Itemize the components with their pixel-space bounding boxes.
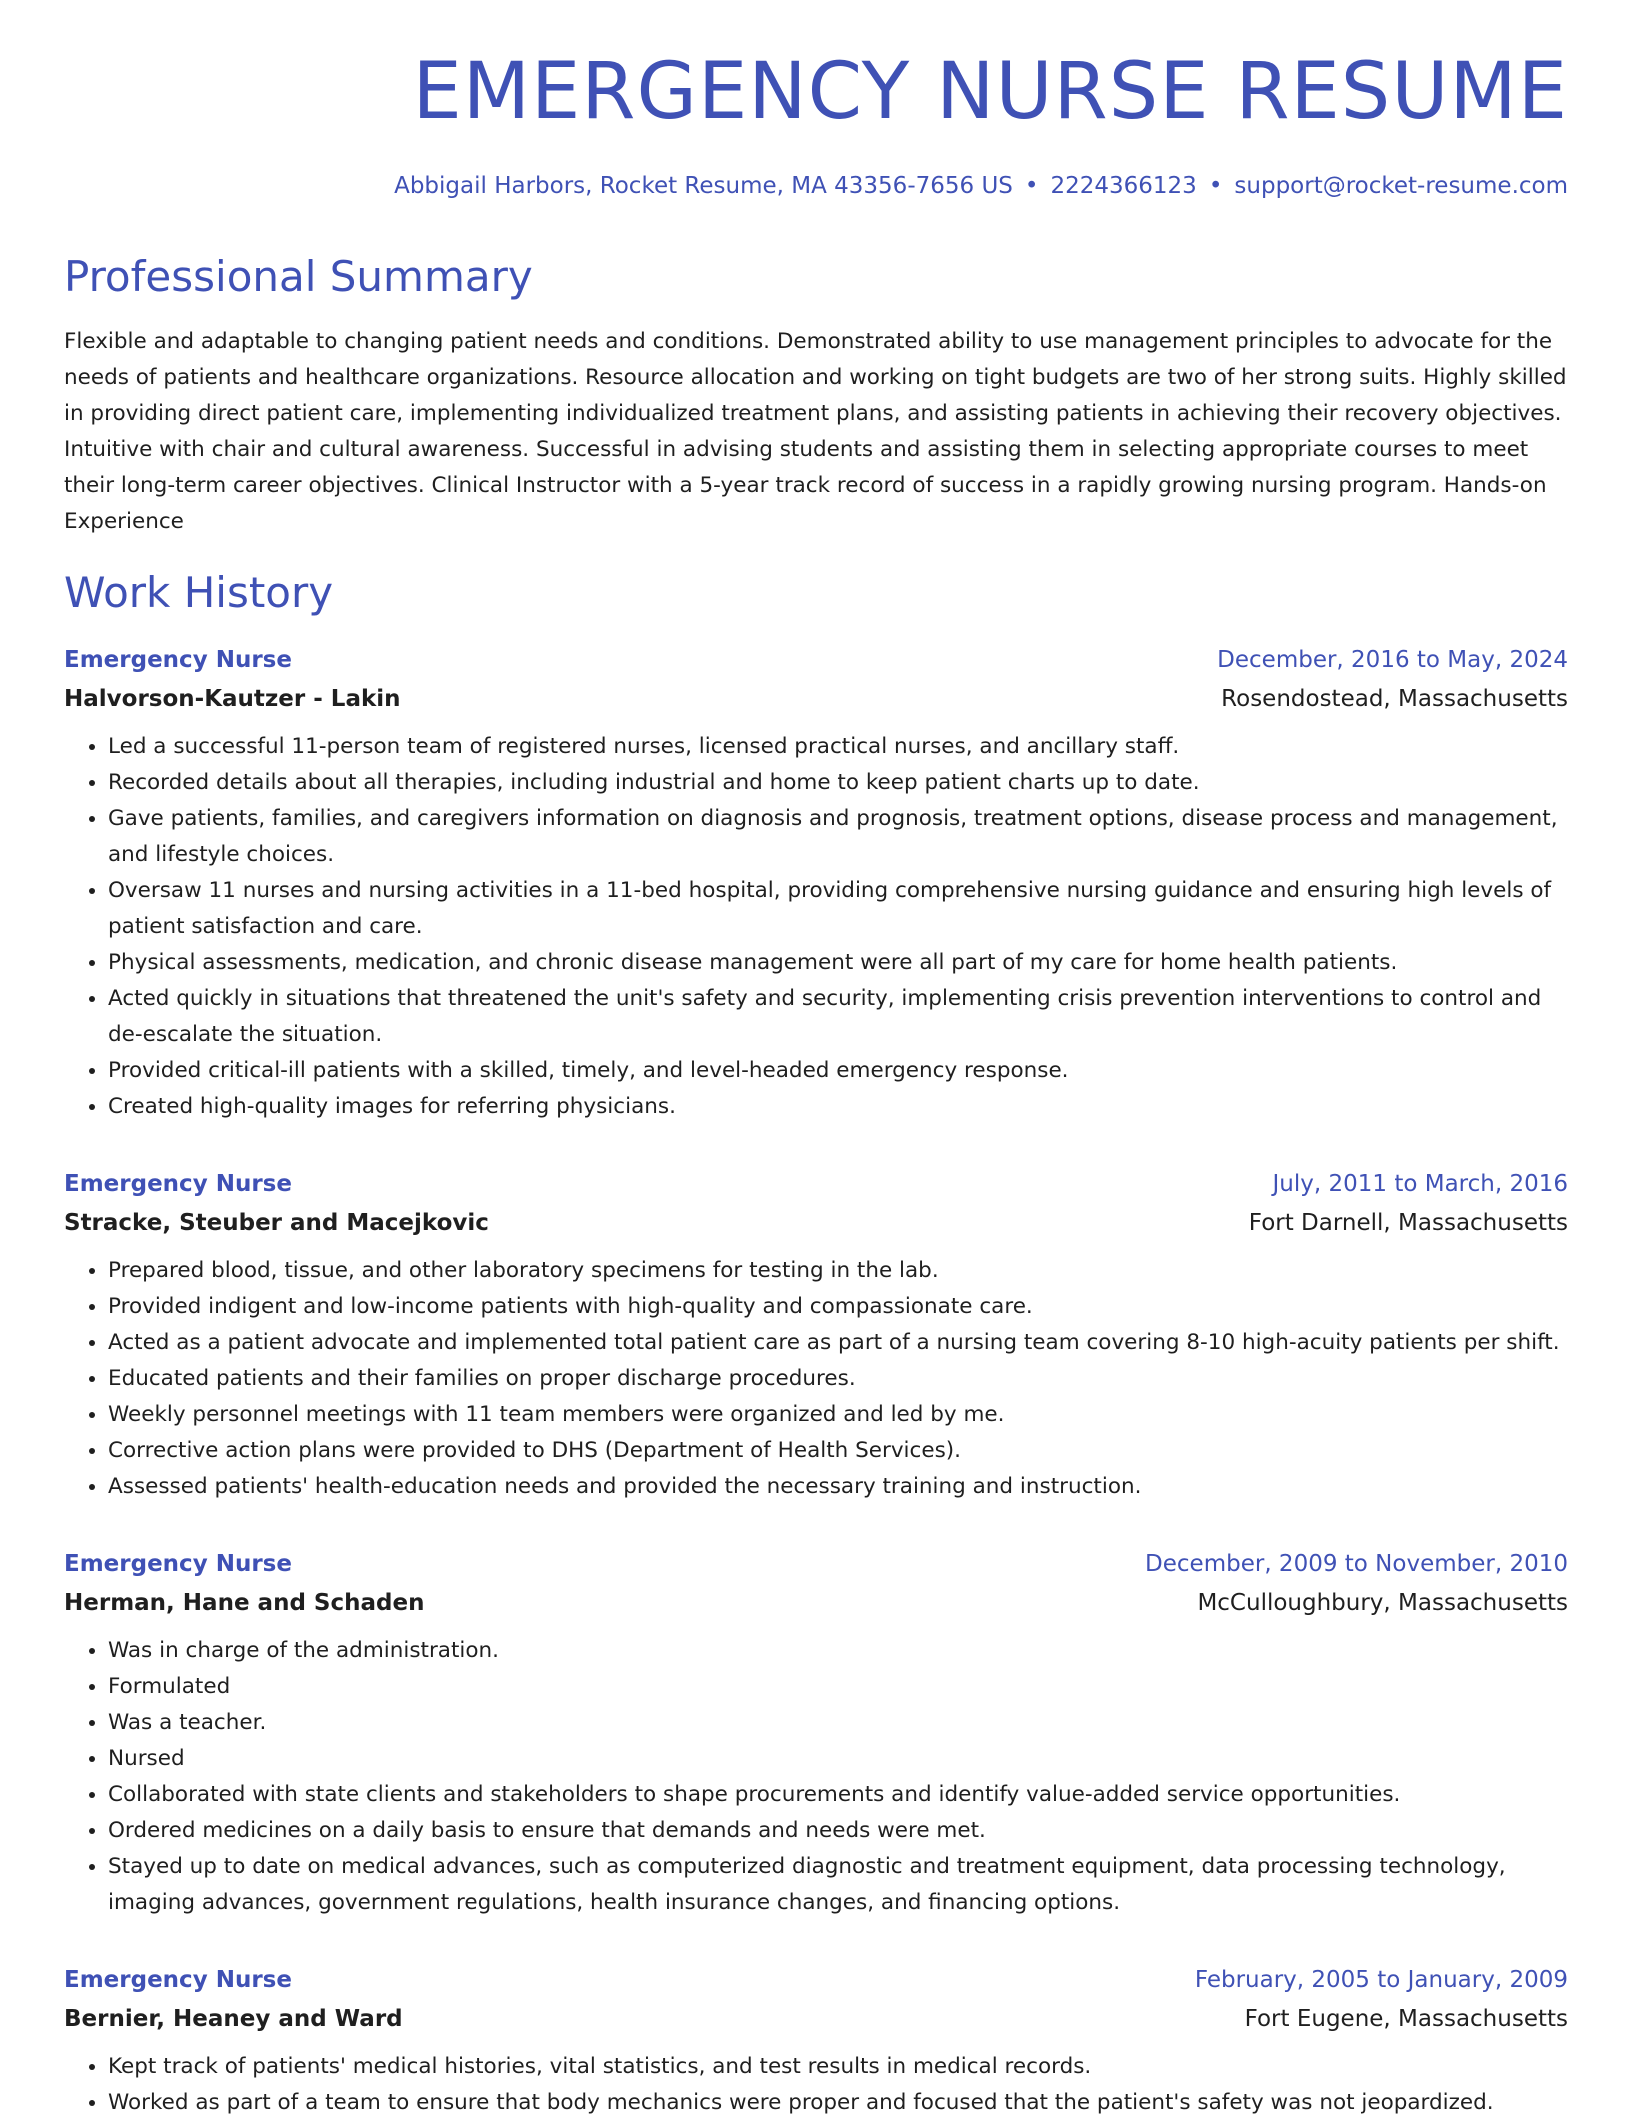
work-history-list [64,641,1568,2121]
job-header-row [64,641,1568,679]
job-role: Emergency Nurse [64,1966,292,1993]
work-history-heading: Work History [64,568,334,618]
job-duty-item: • Weekly personnel meetings with 11 team members were organized and led by me. [108,1397,1568,1433]
job-duty-item: • Provided indigent and low-income patients with high-quality and compassionate care. [108,1289,1568,1325]
summary-heading: Professional Summary [64,251,533,301]
job-duty-item: • Gave patients, families, and caregivers information on diagnosis and prognosis, treatment options, disease process and management, and lifestyle choices. [108,801,1568,873]
job-location: Rosendostead, Massachusetts [1221,685,1568,712]
job-entry [64,641,1568,1125]
job-duty-item: • Stayed up to date on medical advances, such as computerized diagnostic and treatment equipment, data processing technology, imaging advances, government regulations, health insurance changes, and financing options. [108,1849,1568,1921]
contact-phone: 2224366123 [1050,172,1197,199]
job-duty-item: • Physical assessments, medication, and chronic disease management were all part of my care for home health patients. [108,945,1568,981]
job-duty-item: • Recorded details about all therapies, including industrial and home to keep patient charts up to date. [108,765,1568,801]
job-company: Halvorson-Kautzer - Lakin [64,685,401,712]
contact-email[interactable]: support@rocket-resume.com [1234,172,1568,199]
job-duty-item: • Corrective action plans were provided to DHS (Department of Health Services). [108,1433,1568,1469]
resume-title: EMERGENCY NURSE RESUME [412,47,1568,137]
job-dates: December, 2016 to May, 2024 [1217,646,1568,673]
job-duty-item: • Kept track of patients' medical histories, vital statistics, and test results in medical records. [108,2049,1568,2085]
contact-separator: • [1024,172,1039,199]
job-duty-item: • Acted quickly in situations that threatened the unit's safety and security, implementing crisis prevention interventions to control and de-escalate the situation. [108,981,1568,1053]
job-entry [64,1545,1568,1921]
job-company: Stracke, Steuber and Macejkovic [64,1209,489,1236]
job-duties-list [64,1253,1568,1505]
contact-separator: • [1208,172,1223,199]
job-employer-row [64,679,1568,719]
job-employer-row [64,1203,1568,1243]
job-entry [64,1961,1568,2121]
job-duties-list [64,2049,1568,2121]
job-company: Herman, Hane and Schaden [64,1589,425,1616]
job-duties-list [64,1633,1568,1921]
job-duty-item: • Educated patients and their families on proper discharge procedures. [108,1361,1568,1397]
job-employer-row [64,1583,1568,1623]
job-header-row [64,1165,1568,1203]
summary-text: Flexible and adaptable to changing patient needs and conditions. Demonstrated ability to use management principles to advocate for the needs of patients and healthcare organizations. Resource allocation and working on tight budgets are two of her strong suits. Highly skilled in providing direct patient care, implementing individualized treatment plans, and assisting patients in achieving their recovery objectives. Intuitive with chair and cultural awareness. Successful in advising students and assisting them in selecting appropriate courses to meet their long-term career objectives. Clinical Instructor with a 5-year track record of success in a rapidly growing nursing program. Hands-on Experience [64,329,1567,535]
job-duty-item: • Led a successful 11-person team of registered nurses, licensed practical nurses, and ancillary staff. [108,729,1568,765]
job-role: Emergency Nurse [64,1170,292,1197]
job-duties-list [64,729,1568,1125]
job-location: Fort Darnell, Massachusetts [1248,1209,1568,1236]
job-duty-item: • Prepared blood, tissue, and other laboratory specimens for testing in the lab. [108,1253,1568,1289]
contact-line [64,172,1568,202]
job-role: Emergency Nurse [64,1550,292,1577]
job-location: Fort Eugene, Massachusetts [1244,2005,1568,2032]
job-entry [64,1165,1568,1505]
resume-page [64,0,1568,2121]
job-duty-item: • Nursed [108,1741,1568,1777]
job-duty-item: • Collaborated with state clients and stakeholders to shape procurements and identify value-added service opportunities. [108,1777,1568,1813]
job-header-row [64,1545,1568,1583]
job-dates: February, 2005 to January, 2009 [1194,1966,1568,1993]
job-location: McCulloughbury, Massachusetts [1197,1589,1568,1616]
contact-address: Abbigail Harbors, Rocket Resume, MA 43356-7656 US [394,172,1013,199]
job-duty-item: • Was a teacher. [108,1705,1568,1741]
job-company: Bernier, Heaney and Ward [64,2005,403,2032]
job-header-row [64,1961,1568,1999]
job-duty-item: • Was in charge of the administration. [108,1633,1568,1669]
job-duty-item: • Formulated [108,1669,1568,1705]
job-duty-item: • Assessed patients' health-education needs and provided the necessary training and instruction. [108,1469,1568,1505]
job-dates: December, 2009 to November, 2010 [1145,1550,1568,1577]
job-duty-item: • Worked as part of a team to ensure that body mechanics were proper and focused that the patient's safety was not jeopardized. [108,2085,1568,2121]
job-dates: July, 2011 to March, 2016 [1272,1170,1568,1197]
job-employer-row [64,1999,1568,2039]
job-duty-item: • Oversaw 11 nurses and nursing activities in a 11-bed hospital, providing comprehensive nursing guidance and ensuring high levels of patient satisfaction and care. [108,873,1568,945]
job-duty-item: • Ordered medicines on a daily basis to ensure that demands and needs were met. [108,1813,1568,1849]
job-duty-item: • Provided critical-ill patients with a skilled, timely, and level-headed emergency response. [108,1053,1568,1089]
job-duty-item: • Acted as a patient advocate and implemented total patient care as part of a nursing team covering 8-10 high-acuity patients per shift. [108,1325,1568,1361]
job-role: Emergency Nurse [64,646,292,673]
job-duty-item: • Created high-quality images for referring physicians. [108,1089,1568,1125]
